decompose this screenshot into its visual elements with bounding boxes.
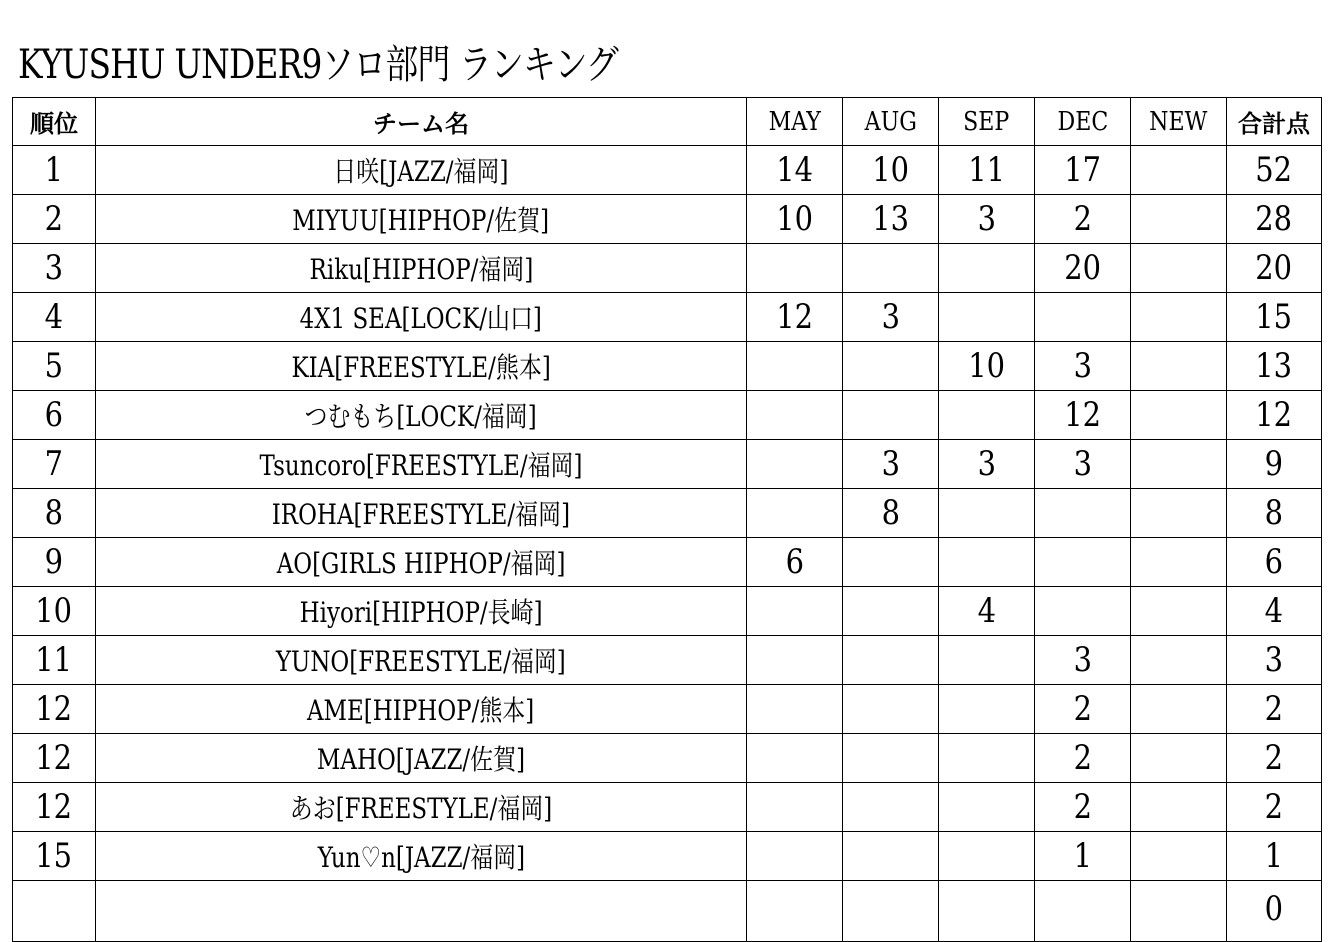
cell-team-text: 日咲[JAZZ/福岡]	[333, 155, 509, 188]
cell-total-text: 0	[1264, 889, 1284, 929]
header-aug: AUG	[843, 98, 939, 146]
cell-team	[96, 293, 747, 342]
cell-aug	[843, 783, 939, 832]
cell-rank	[13, 685, 96, 734]
cell-sep	[939, 832, 1035, 881]
cell-team	[96, 440, 747, 489]
table-row	[13, 146, 1322, 195]
cell-total	[1227, 342, 1322, 391]
cell-total-text: 9	[1264, 444, 1284, 484]
cell-total-text: 8	[1264, 493, 1284, 533]
cell-aug-text: 3	[881, 444, 900, 484]
cell-team	[96, 734, 747, 783]
cell-rank-text: 11	[35, 640, 73, 680]
cell-total	[1227, 587, 1322, 636]
cell-rank	[13, 342, 96, 391]
cell-total	[1227, 685, 1322, 734]
cell-rank	[13, 195, 96, 244]
cell-total-text: 28	[1255, 199, 1293, 239]
cell-team-text: Tsuncoro[FREESTYLE/福岡]	[259, 449, 583, 482]
cell-sep	[939, 881, 1035, 942]
cell-dec-text: 2	[1073, 199, 1092, 239]
cell-sep	[939, 783, 1035, 832]
cell-aug	[843, 734, 939, 783]
cell-aug	[843, 391, 939, 440]
table-row	[13, 832, 1322, 881]
cell-sep	[939, 391, 1035, 440]
cell-new	[1131, 391, 1227, 440]
cell-rank-text: 3	[44, 248, 64, 288]
cell-may	[747, 391, 843, 440]
header-may: MAY	[747, 98, 843, 146]
cell-rank-text: 9	[44, 542, 64, 582]
cell-total	[1227, 146, 1322, 195]
header-new: NEW	[1131, 98, 1227, 146]
cell-dec	[1035, 832, 1131, 881]
cell-aug	[843, 538, 939, 587]
cell-dec	[1035, 440, 1131, 489]
cell-may-text: 12	[776, 297, 813, 337]
cell-team-text: 4X1 SEA[LOCK/山口]	[299, 302, 543, 335]
cell-rank	[13, 489, 96, 538]
cell-total	[1227, 832, 1322, 881]
cell-new	[1131, 489, 1227, 538]
table-row	[13, 734, 1322, 783]
cell-aug	[843, 440, 939, 489]
table-row	[13, 881, 1322, 942]
cell-dec-text: 2	[1073, 689, 1092, 729]
cell-rank	[13, 538, 96, 587]
cell-may	[747, 440, 843, 489]
cell-dec-text: 17	[1064, 150, 1101, 190]
cell-team-text: MAHO[JAZZ/佐賀]	[316, 743, 526, 776]
table-row	[13, 195, 1322, 244]
cell-aug	[843, 293, 939, 342]
cell-new	[1131, 293, 1227, 342]
cell-team	[96, 244, 747, 293]
cell-rank	[13, 293, 96, 342]
cell-team-text: KIA[FREESTYLE/熊本]	[291, 351, 551, 384]
cell-aug	[843, 881, 939, 942]
cell-may	[747, 293, 843, 342]
cell-total	[1227, 783, 1322, 832]
cell-new	[1131, 832, 1227, 881]
cell-new	[1131, 881, 1227, 942]
cell-total-text: 12	[1255, 395, 1293, 435]
cell-rank	[13, 146, 96, 195]
cell-team	[96, 342, 747, 391]
cell-rank-text: 15	[35, 836, 73, 876]
cell-may	[747, 685, 843, 734]
cell-dec	[1035, 244, 1131, 293]
cell-new	[1131, 685, 1227, 734]
cell-rank-text: 8	[44, 493, 64, 533]
cell-sep-text: 3	[977, 199, 996, 239]
cell-aug	[843, 636, 939, 685]
cell-total-text: 4	[1264, 591, 1284, 631]
cell-dec	[1035, 881, 1131, 942]
cell-total	[1227, 636, 1322, 685]
cell-total-text: 2	[1264, 689, 1284, 729]
cell-new	[1131, 440, 1227, 489]
cell-total	[1227, 440, 1322, 489]
table-row	[13, 489, 1322, 538]
cell-rank-text: 12	[35, 738, 73, 778]
cell-sep	[939, 734, 1035, 783]
cell-dec-text: 2	[1073, 787, 1092, 827]
table-row	[13, 293, 1322, 342]
cell-total	[1227, 881, 1322, 942]
cell-total	[1227, 195, 1322, 244]
cell-sep	[939, 293, 1035, 342]
cell-sep-text: 4	[977, 591, 996, 631]
cell-may	[747, 832, 843, 881]
header-total: 合計点	[1227, 98, 1322, 146]
cell-dec-text: 3	[1073, 444, 1092, 484]
table-row	[13, 783, 1322, 832]
cell-may-text: 14	[776, 150, 813, 190]
cell-new	[1131, 342, 1227, 391]
cell-dec-text: 1	[1073, 836, 1092, 876]
cell-sep	[939, 538, 1035, 587]
cell-may	[747, 881, 843, 942]
cell-rank	[13, 440, 96, 489]
cell-rank-text: 2	[44, 199, 64, 239]
cell-sep	[939, 489, 1035, 538]
cell-new	[1131, 538, 1227, 587]
cell-sep-text: 10	[968, 346, 1005, 386]
cell-total-text: 2	[1264, 738, 1284, 778]
cell-total	[1227, 391, 1322, 440]
cell-rank-text: 5	[44, 346, 64, 386]
cell-dec-text: 12	[1064, 395, 1101, 435]
cell-total	[1227, 244, 1322, 293]
cell-team-text: あお[FREESTYLE/福岡]	[289, 792, 553, 825]
cell-total	[1227, 293, 1322, 342]
cell-dec	[1035, 293, 1131, 342]
cell-team-text: Riku[HIPHOP/福岡]	[309, 253, 533, 286]
cell-sep	[939, 195, 1035, 244]
cell-team-text: IROHA[FREESTYLE/福岡]	[271, 498, 571, 531]
header-row	[13, 98, 1322, 146]
cell-sep	[939, 244, 1035, 293]
cell-total-text: 1	[1264, 836, 1284, 876]
cell-sep	[939, 685, 1035, 734]
cell-total	[1227, 489, 1322, 538]
cell-sep	[939, 440, 1035, 489]
cell-total-text: 3	[1264, 640, 1284, 680]
cell-sep	[939, 587, 1035, 636]
cell-team	[96, 881, 747, 942]
cell-dec-text: 20	[1064, 248, 1101, 288]
cell-rank-text: 1	[44, 150, 64, 190]
cell-new	[1131, 783, 1227, 832]
cell-dec	[1035, 489, 1131, 538]
table-row	[13, 244, 1322, 293]
cell-aug	[843, 244, 939, 293]
cell-may	[747, 146, 843, 195]
cell-total-text: 13	[1255, 346, 1293, 386]
cell-rank	[13, 783, 96, 832]
cell-team-text: AME[HIPHOP/熊本]	[307, 694, 535, 727]
cell-rank	[13, 244, 96, 293]
cell-aug	[843, 342, 939, 391]
cell-team-text: Hiyori[HIPHOP/長崎]	[299, 596, 543, 629]
cell-rank	[13, 881, 96, 942]
cell-rank	[13, 587, 96, 636]
cell-total-text: 6	[1264, 542, 1284, 582]
cell-rank	[13, 391, 96, 440]
cell-may	[747, 489, 843, 538]
cell-may	[747, 734, 843, 783]
cell-sep	[939, 342, 1035, 391]
cell-may-text: 6	[785, 542, 804, 582]
cell-aug-text: 13	[872, 199, 909, 239]
header-dec: DEC	[1035, 98, 1131, 146]
cell-aug	[843, 489, 939, 538]
cell-rank	[13, 636, 96, 685]
cell-team	[96, 489, 747, 538]
cell-sep	[939, 146, 1035, 195]
cell-may	[747, 587, 843, 636]
table-row	[13, 587, 1322, 636]
cell-team-text: YUNO[FREESTYLE/福岡]	[276, 645, 566, 678]
cell-new	[1131, 244, 1227, 293]
cell-may	[747, 195, 843, 244]
cell-dec	[1035, 146, 1131, 195]
cell-dec	[1035, 734, 1131, 783]
cell-total-text: 20	[1255, 248, 1293, 288]
cell-may	[747, 538, 843, 587]
cell-aug-text: 10	[872, 150, 909, 190]
cell-team-text: Yun♡n[JAZZ/福岡]	[317, 841, 525, 874]
cell-dec-text: 2	[1073, 738, 1092, 778]
cell-rank-text: 7	[44, 444, 64, 484]
cell-new	[1131, 587, 1227, 636]
header-rank: 順位	[13, 98, 96, 146]
cell-may	[747, 783, 843, 832]
cell-dec	[1035, 195, 1131, 244]
cell-may	[747, 244, 843, 293]
table-row	[13, 440, 1322, 489]
cell-dec	[1035, 391, 1131, 440]
cell-team	[96, 195, 747, 244]
cell-team	[96, 587, 747, 636]
cell-total	[1227, 734, 1322, 783]
cell-aug-text: 8	[881, 493, 900, 533]
cell-team-text: MIYUU[HIPHOP/佐賀]	[292, 204, 550, 237]
table-row	[13, 342, 1322, 391]
cell-total-text: 52	[1255, 150, 1293, 190]
cell-aug	[843, 832, 939, 881]
cell-sep	[939, 636, 1035, 685]
cell-rank-text: 10	[35, 591, 73, 631]
ranking-table	[12, 97, 1322, 942]
cell-dec-text: 3	[1073, 346, 1092, 386]
cell-sep-text: 3	[977, 444, 996, 484]
cell-new	[1131, 146, 1227, 195]
cell-team	[96, 391, 747, 440]
cell-team	[96, 146, 747, 195]
cell-dec	[1035, 636, 1131, 685]
cell-total-text: 2	[1264, 787, 1284, 827]
cell-new	[1131, 195, 1227, 244]
cell-aug	[843, 587, 939, 636]
cell-aug	[843, 146, 939, 195]
table-row	[13, 636, 1322, 685]
table-row	[13, 391, 1322, 440]
cell-team	[96, 685, 747, 734]
cell-aug	[843, 195, 939, 244]
cell-team-text: つむもち[LOCK/福岡]	[304, 400, 538, 433]
cell-team	[96, 538, 747, 587]
cell-may	[747, 342, 843, 391]
cell-rank-text: 12	[35, 787, 73, 827]
cell-new	[1131, 734, 1227, 783]
cell-rank-text: 6	[44, 395, 64, 435]
page-title: KYUSHU UNDER9ソロ部門 ランキング	[18, 42, 618, 88]
cell-dec	[1035, 538, 1131, 587]
cell-team	[96, 783, 747, 832]
cell-team-text: AO[GIRLS HIPHOP/福岡]	[276, 547, 566, 580]
cell-team	[96, 636, 747, 685]
cell-rank	[13, 734, 96, 783]
cell-may	[747, 636, 843, 685]
header-sep: SEP	[939, 98, 1035, 146]
cell-dec-text: 3	[1073, 640, 1092, 680]
table-row	[13, 538, 1322, 587]
table-row	[13, 685, 1322, 734]
cell-dec	[1035, 587, 1131, 636]
cell-may-text: 10	[776, 199, 813, 239]
cell-sep-text: 11	[968, 150, 1005, 190]
cell-dec	[1035, 342, 1131, 391]
cell-team	[96, 832, 747, 881]
cell-new	[1131, 636, 1227, 685]
cell-rank-text: 12	[35, 689, 73, 729]
cell-total	[1227, 538, 1322, 587]
cell-rank	[13, 832, 96, 881]
cell-dec	[1035, 783, 1131, 832]
cell-total-text: 15	[1255, 297, 1293, 337]
cell-dec	[1035, 685, 1131, 734]
cell-aug-text: 3	[881, 297, 900, 337]
header-team: チーム名	[96, 98, 747, 146]
cell-aug	[843, 685, 939, 734]
cell-rank-text: 4	[44, 297, 64, 337]
